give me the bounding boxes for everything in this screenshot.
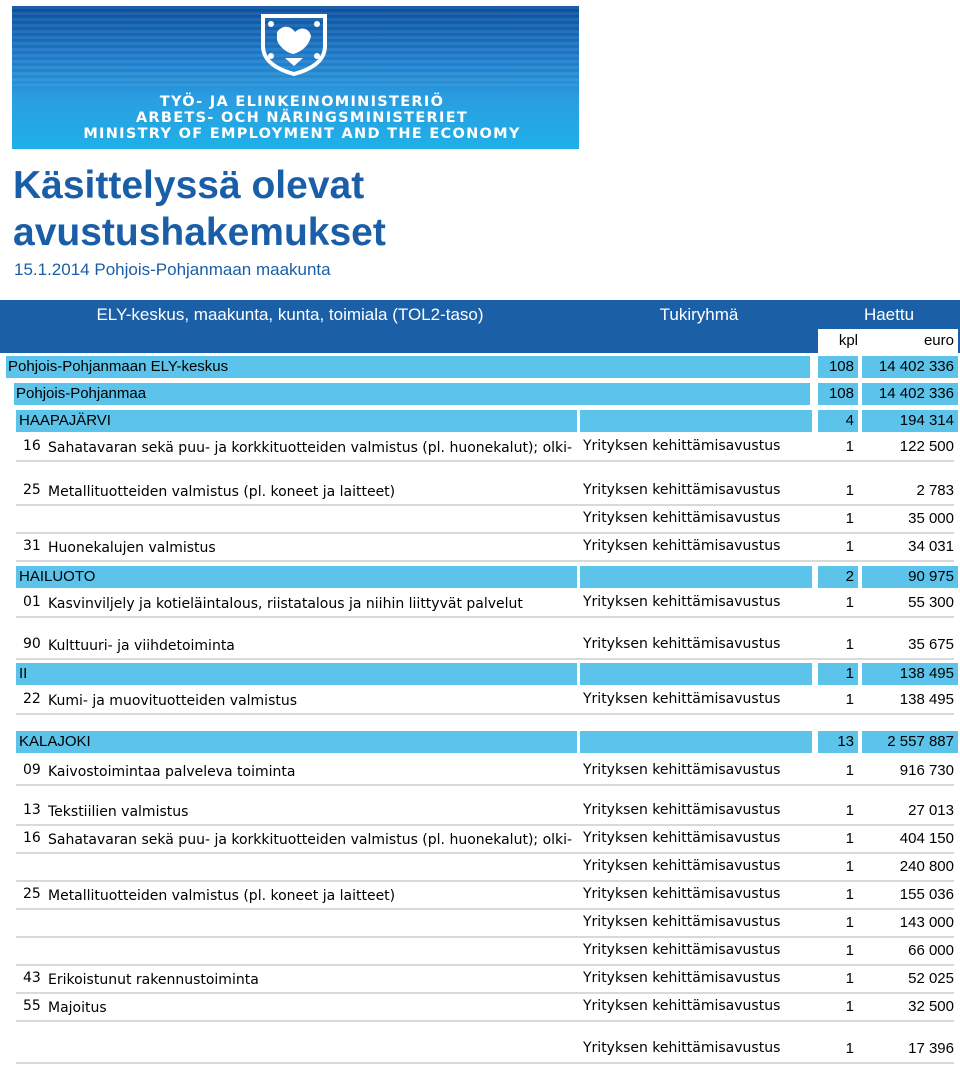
page-title: Käsittelyssä olevat avustushakemukset: [13, 164, 386, 254]
row-euro: 27 013: [908, 802, 954, 819]
industry-name: Metallituotteiden valmistus (pl. koneet ja laitteet): [48, 888, 396, 904]
row-count: 1: [845, 482, 854, 499]
industry-code: 25: [23, 482, 41, 498]
row-euro: 34 031: [908, 538, 954, 555]
municipality-group-blank: [580, 566, 812, 588]
row-euro: 35 000: [908, 510, 954, 527]
summary-euro: 14 402 336: [862, 383, 958, 405]
row-count: 1: [845, 802, 854, 819]
row-count: 1: [845, 970, 854, 987]
municipality-euro: 194 314: [862, 410, 958, 432]
municipality-group-blank: [580, 410, 812, 432]
municipality-count: 4: [818, 410, 858, 432]
support-group: Yrityksen kehittämisavustus: [583, 970, 781, 986]
summary-label: Pohjois-Pohjanmaa: [14, 383, 810, 405]
lion-crest-icon: [257, 12, 331, 76]
industry-code: 55: [23, 998, 41, 1014]
municipality-euro: 90 975: [862, 566, 958, 588]
industry-name: Sahatavaran sekä puu- ja korkkituotteiden valmistus (pl. huonekalut); olki-: [48, 832, 573, 848]
row-euro: 122 500: [899, 438, 954, 455]
row-euro: 404 150: [899, 830, 954, 847]
support-group: Yrityksen kehittämisavustus: [583, 762, 781, 778]
row-count: 1: [845, 594, 854, 611]
support-group: Yrityksen kehittämisavustus: [583, 510, 781, 526]
row-count: 1: [845, 691, 854, 708]
municipality-euro: 138 495: [862, 663, 958, 685]
row-count: 1: [845, 886, 854, 903]
support-group: Yrityksen kehittämisavustus: [583, 858, 781, 874]
industry-code: 90: [23, 636, 41, 652]
support-group: Yrityksen kehittämisavustus: [583, 802, 781, 818]
summary-label: Pohjois-Pohjanmaan ELY-keskus: [6, 356, 810, 378]
logo-line-fi: TYÖ- JA ELINKEINOMINISTERIÖ: [159, 94, 445, 110]
row-count: 1: [845, 510, 854, 527]
row-count: 1: [845, 636, 854, 653]
row-euro: 240 800: [899, 858, 954, 875]
industry-code: 25: [23, 886, 41, 902]
support-group: Yrityksen kehittämisavustus: [583, 886, 781, 902]
support-group: Yrityksen kehittämisavustus: [583, 914, 781, 930]
row-euro: 2 783: [916, 482, 954, 499]
industry-code: 09: [23, 762, 41, 778]
support-group: Yrityksen kehittämisavustus: [583, 998, 781, 1014]
municipality-label: HAAPAJÄRVI: [16, 410, 577, 432]
support-group: Yrityksen kehittämisavustus: [583, 594, 781, 610]
page-subtitle: 15.1.2014 Pohjois-Pohjanmaan maakunta: [14, 260, 331, 279]
header-support-group: Tukiryhmä: [659, 305, 739, 324]
row-count: 1: [845, 914, 854, 931]
row-euro: 35 675: [908, 636, 954, 653]
table-header: [0, 300, 960, 353]
row-separator: [16, 532, 954, 534]
municipality-label: II: [16, 663, 577, 685]
row-separator: [16, 936, 954, 938]
industry-code: 16: [23, 830, 41, 846]
row-euro: 55 300: [908, 594, 954, 611]
summary-count: 108: [818, 383, 858, 405]
row-euro: 32 500: [908, 998, 954, 1015]
municipality-label: KALAJOKI: [16, 731, 577, 753]
row-euro: 143 000: [899, 914, 954, 931]
row-count: 1: [845, 438, 854, 455]
row-separator: [16, 616, 954, 618]
logo-text: [42, 94, 562, 142]
row-euro: 138 495: [899, 691, 954, 708]
row-count: 1: [845, 830, 854, 847]
support-group: Yrityksen kehittämisavustus: [583, 438, 781, 454]
row-separator: [16, 504, 954, 506]
row-separator: [16, 1062, 954, 1064]
industry-name: Huonekalujen valmistus: [48, 540, 216, 556]
row-separator: [16, 824, 954, 826]
industry-name: Sahatavaran sekä puu- ja korkkituotteiden valmistus (pl. huonekalut); olki-: [48, 440, 573, 456]
municipality-group-blank: [580, 731, 812, 753]
support-group: Yrityksen kehittämisavustus: [583, 691, 781, 707]
row-separator: [16, 908, 954, 910]
municipality-euro: 2 557 887: [862, 731, 958, 753]
summary-count: 108: [818, 356, 858, 378]
industry-name: Kulttuuri- ja viihdetoiminta: [48, 638, 235, 654]
industry-code: 43: [23, 970, 41, 986]
industry-name: Erikoistunut rakennustoiminta: [48, 972, 259, 988]
row-euro: 155 036: [899, 886, 954, 903]
row-count: 1: [845, 1040, 854, 1057]
header-region: ELY-keskus, maakunta, kunta, toimiala (TOL2-taso): [96, 305, 484, 324]
industry-name: Metallituotteiden valmistus (pl. koneet ja laitteet): [48, 484, 396, 500]
industry-name: Tekstiilien valmistus: [48, 804, 189, 820]
industry-name: Kasvinviljely ja kotieläintalous, riistatalous ja niihin liittyvät palvelut: [48, 596, 523, 612]
row-count: 1: [845, 858, 854, 875]
support-group: Yrityksen kehittämisavustus: [583, 538, 781, 554]
logo-line-en: MINISTRY OF EMPLOYMENT AND THE ECONOMY: [83, 126, 521, 142]
ministry-logo: [12, 6, 579, 149]
row-separator: [16, 964, 954, 966]
support-group: Yrityksen kehittämisavustus: [583, 1040, 781, 1056]
row-separator: [16, 713, 954, 715]
industry-name: Majoitus: [48, 1000, 107, 1016]
row-separator: [16, 852, 954, 854]
support-group: Yrityksen kehittämisavustus: [583, 830, 781, 846]
row-separator: [16, 784, 954, 786]
industry-name: Kumi- ja muovituotteiden valmistus: [48, 693, 298, 709]
summary-euro: 14 402 336: [862, 356, 958, 378]
row-separator: [16, 658, 954, 660]
municipality-count: 1: [818, 663, 858, 685]
row-count: 1: [845, 942, 854, 959]
municipality-count: 13: [818, 731, 858, 753]
support-group: Yrityksen kehittämisavustus: [583, 942, 781, 958]
row-euro: 17 396: [908, 1040, 954, 1057]
row-count: 1: [845, 538, 854, 555]
row-count: 1: [845, 998, 854, 1015]
logo-line-sv: ARBETS- OCH NÄRINGSMINISTERIET: [135, 110, 469, 126]
municipality-label: HAILUOTO: [16, 566, 577, 588]
industry-code: 16: [23, 438, 41, 454]
row-euro: 66 000: [908, 942, 954, 959]
row-separator: [16, 560, 954, 562]
header-count: kpl: [818, 329, 862, 353]
row-count: 1: [845, 762, 854, 779]
row-separator: [16, 992, 954, 994]
row-separator: [16, 880, 954, 882]
municipality-group-blank: [580, 663, 812, 685]
header-applied: Haettu: [863, 305, 915, 324]
header-euro: euro: [862, 329, 958, 353]
industry-code: 13: [23, 802, 41, 818]
industry-code: 01: [23, 594, 41, 610]
row-separator: [16, 460, 954, 462]
row-separator: [16, 1020, 954, 1022]
support-group: Yrityksen kehittämisavustus: [583, 636, 781, 652]
industry-name: Kaivostoimintaa palveleva toiminta: [48, 764, 296, 780]
industry-code: 22: [23, 691, 41, 707]
row-euro: 52 025: [908, 970, 954, 987]
industry-code: 31: [23, 538, 41, 554]
row-euro: 916 730: [899, 762, 954, 779]
municipality-count: 2: [818, 566, 858, 588]
support-group: Yrityksen kehittämisavustus: [583, 482, 781, 498]
